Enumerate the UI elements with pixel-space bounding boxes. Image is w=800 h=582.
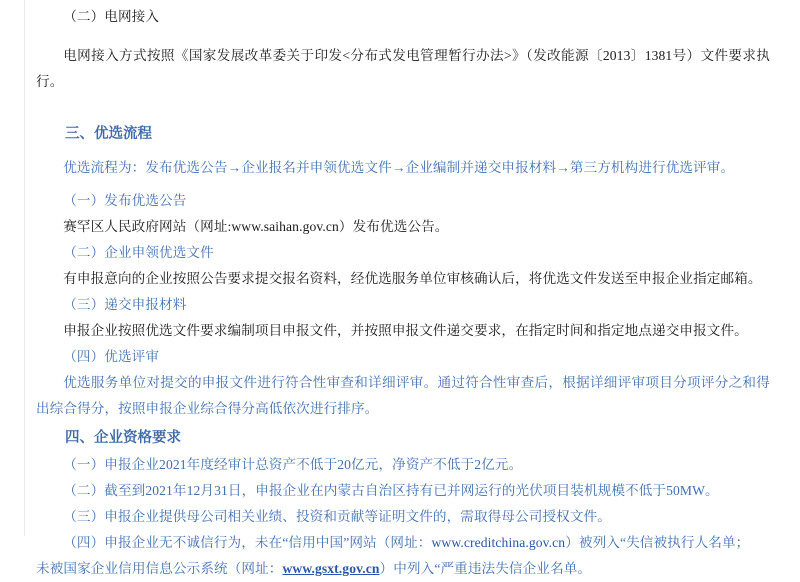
paragraph-qualification-three: （三）申报企业提供母公司相关业绩、投资和贡献等证明文件的，需取得母公司授权文件。 <box>63 509 611 524</box>
paragraph-qualification-four <box>36 530 770 556</box>
heading-preferred-selection-process: 三、优选流程 <box>65 126 152 142</box>
qualification-four-prefix: （四）申报企业无不诚信行为，未在“信用中国”网站（网址： <box>63 535 432 550</box>
paragraph-grid-access-title: （二）电网接入 <box>63 9 160 24</box>
paragraph-qualification-four-line2 <box>36 556 770 582</box>
paragraph-step-four-body: 优选服务单位对提交的申报文件进行符合性审查和详细评审。通过符合性审查后，根据详细评审项目分项评分之和得出综合得分，按照申报企业综合得分高低依次进行排序。 <box>36 375 770 416</box>
qualification-four-line2-prefix: 未被国家企业信用信息公示系统（网址： <box>36 561 283 576</box>
paragraph-grid-access-body: 电网接入方式按照《国家发展改革委关于印发<分布式发电管理暂行办法>》（发改能源〔2013〕1381号）文件要求执行。 <box>36 48 770 89</box>
paragraph-step-three-body: 申报企业按照优选文件要求编制项目申报文件，并按照申报文件递交要求，在指定时间和指定地点递交申报文件。 <box>63 323 748 338</box>
qualification-four-line2-suffix: ）中列入“严重违法失信企业名单。 <box>379 561 592 576</box>
spacer <box>36 95 770 112</box>
paragraph-qualification-two: （二）截至到2021年12月31日，申报企业在内蒙古自治区持有已并网运行的光伏项目装机规模不低于50MW。 <box>63 483 719 498</box>
spacer <box>36 30 770 43</box>
paragraph-qualification-one: （一）申报企业2021年度经审计总资产不低于20亿元，净资产不低于2亿元。 <box>63 457 523 472</box>
paragraph-step-two-body: 有申报意向的企业按照公告要求提交报名资料，经优选服务单位审核确认后，将优选文件发送至申报企业指定邮箱。 <box>63 271 762 286</box>
paragraph-step-three-title: （三）递交申报材料 <box>63 297 187 312</box>
spacer <box>36 181 770 188</box>
link-gsxt[interactable]: www.gsxt.gov.cn <box>282 561 380 576</box>
paragraph-step-four-title: （四）优选评审 <box>63 349 160 364</box>
heading-enterprise-qualification: 四、企业资格要求 <box>65 430 181 446</box>
link-creditchina[interactable]: www.creditchina.gov.cn <box>431 535 566 550</box>
page-left-rule <box>24 0 25 536</box>
paragraph-step-one-body: 赛罕区人民政府网站（网址:www.saihan.gov.cn）发布优选公告。 <box>63 219 449 234</box>
paragraph-step-one-title: （一）发布优选公告 <box>63 193 187 208</box>
qualification-four-middle: ）被列入“失信被执行人名单； <box>565 535 750 550</box>
spacer <box>36 148 770 155</box>
paragraph-step-two-title: （二）企业申领优选文件 <box>63 245 214 260</box>
paragraph-process-overview: 优选流程为：发布优选公告→企业报名并申领优选文件→企业编制并递交申报材料→第三方机构进行优选评审。 <box>63 160 735 175</box>
